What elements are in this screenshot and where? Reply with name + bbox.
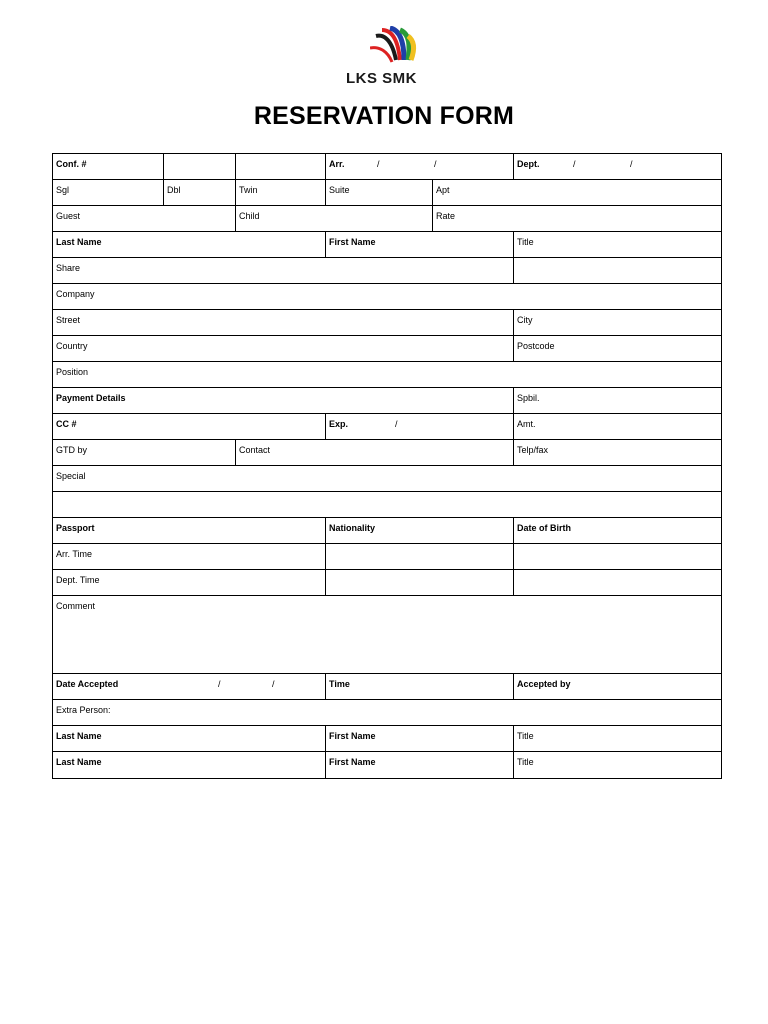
conf-field[interactable] <box>164 154 236 179</box>
date-separator: / <box>377 159 380 169</box>
double-room-field[interactable]: Dbl <box>164 180 236 205</box>
arrival-label: Arr. <box>329 159 345 169</box>
accepted-by-field[interactable]: Accepted by <box>517 679 571 689</box>
date-separator: / <box>630 159 633 169</box>
departure-date-field[interactable] <box>514 154 721 179</box>
date-separator: / <box>218 679 221 689</box>
form-row <box>53 284 721 310</box>
form-row <box>53 154 721 180</box>
comment-field[interactable]: Comment <box>56 601 96 611</box>
form-row <box>53 414 721 440</box>
guest-field[interactable]: Guest <box>53 206 236 231</box>
suite-field[interactable]: Suite <box>326 180 433 205</box>
apartment-field[interactable]: Apt <box>436 185 450 195</box>
gtd-by-field[interactable]: GTD by <box>53 440 236 465</box>
form-row <box>53 544 721 570</box>
departure-time-extra-field[interactable] <box>326 570 514 595</box>
conf-label: Conf. # <box>53 154 164 179</box>
expiry-field[interactable] <box>326 414 514 439</box>
passport-field[interactable]: Passport <box>53 518 326 543</box>
form-row <box>53 388 721 414</box>
date-accepted-label: Date Accepted <box>56 679 119 689</box>
form-row <box>53 700 721 726</box>
postcode-field[interactable]: Postcode <box>517 341 555 351</box>
departure-time-field[interactable]: Dept. Time <box>53 570 326 595</box>
contact-field[interactable]: Contact <box>236 440 514 465</box>
time-field[interactable]: Time <box>326 674 514 699</box>
last-name-field[interactable]: Last Name <box>53 232 326 257</box>
nationality-field[interactable]: Nationality <box>326 518 514 543</box>
extra-last-name-field-2[interactable]: Last Name <box>53 752 326 778</box>
special-continued-field[interactable] <box>53 492 721 517</box>
extra-person-field[interactable]: Extra Person: <box>56 705 111 715</box>
logo-swoosh-icon <box>370 26 422 72</box>
form-row <box>53 518 721 544</box>
amount-field[interactable]: Amt. <box>517 419 536 429</box>
date-separator: / <box>272 679 275 689</box>
conf-extra-field[interactable] <box>236 154 326 179</box>
street-field[interactable]: Street <box>53 310 514 335</box>
form-row <box>53 180 721 206</box>
city-field[interactable]: City <box>517 315 533 325</box>
date-separator: / <box>395 419 398 429</box>
logo <box>340 26 430 90</box>
form-row <box>53 674 721 700</box>
payment-details-field[interactable]: Payment Details <box>53 388 514 413</box>
special-field[interactable]: Special <box>56 471 86 481</box>
logo-text: LKS SMK <box>346 70 417 87</box>
date-of-birth-field[interactable]: Date of Birth <box>517 523 571 533</box>
arrival-time-extra-field-2[interactable] <box>514 544 721 569</box>
expiry-label: Exp. <box>329 419 349 429</box>
share-extra-field[interactable] <box>514 258 721 283</box>
form-row <box>53 310 721 336</box>
extra-first-name-field-2[interactable]: First Name <box>326 752 514 778</box>
twin-room-field[interactable]: Twin <box>236 180 326 205</box>
single-room-field[interactable]: Sgl <box>53 180 164 205</box>
credit-card-field[interactable]: CC # <box>53 414 326 439</box>
form-row <box>53 336 721 362</box>
title-field[interactable]: Title <box>517 237 534 247</box>
reservation-form-table <box>52 153 722 779</box>
form-row <box>53 466 721 492</box>
arrival-time-extra-field[interactable] <box>326 544 514 569</box>
telp-fax-field[interactable]: Telp/fax <box>517 445 549 455</box>
date-separator: / <box>573 159 576 169</box>
date-separator: / <box>434 159 437 169</box>
country-field[interactable]: Country <box>53 336 514 361</box>
form-row <box>53 206 721 232</box>
rate-field[interactable]: Rate <box>436 211 456 221</box>
position-field[interactable]: Position <box>56 367 89 377</box>
form-row <box>53 570 721 596</box>
arrival-date-field[interactable] <box>326 154 514 179</box>
form-row <box>53 726 721 752</box>
date-accepted-field[interactable] <box>53 674 326 699</box>
form-row <box>53 258 721 284</box>
form-row <box>53 440 721 466</box>
page-title: RESERVATION FORM <box>253 102 515 130</box>
arrival-time-field[interactable]: Arr. Time <box>53 544 326 569</box>
share-field[interactable]: Share <box>53 258 514 283</box>
extra-title-field-2[interactable]: Title <box>517 757 534 767</box>
form-row <box>53 752 721 778</box>
extra-last-name-field[interactable]: Last Name <box>53 726 326 751</box>
first-name-field[interactable]: First Name <box>326 232 514 257</box>
child-field[interactable]: Child <box>236 206 433 231</box>
departure-label: Dept. <box>517 159 540 169</box>
departure-time-extra-field-2[interactable] <box>514 570 721 595</box>
extra-title-field[interactable]: Title <box>517 731 534 741</box>
spbil-field[interactable]: Spbil. <box>517 393 540 403</box>
form-row <box>53 492 721 518</box>
form-row <box>53 232 721 258</box>
extra-first-name-field[interactable]: First Name <box>326 726 514 751</box>
form-row <box>53 596 721 674</box>
company-field[interactable]: Company <box>56 289 95 299</box>
form-row <box>53 362 721 388</box>
